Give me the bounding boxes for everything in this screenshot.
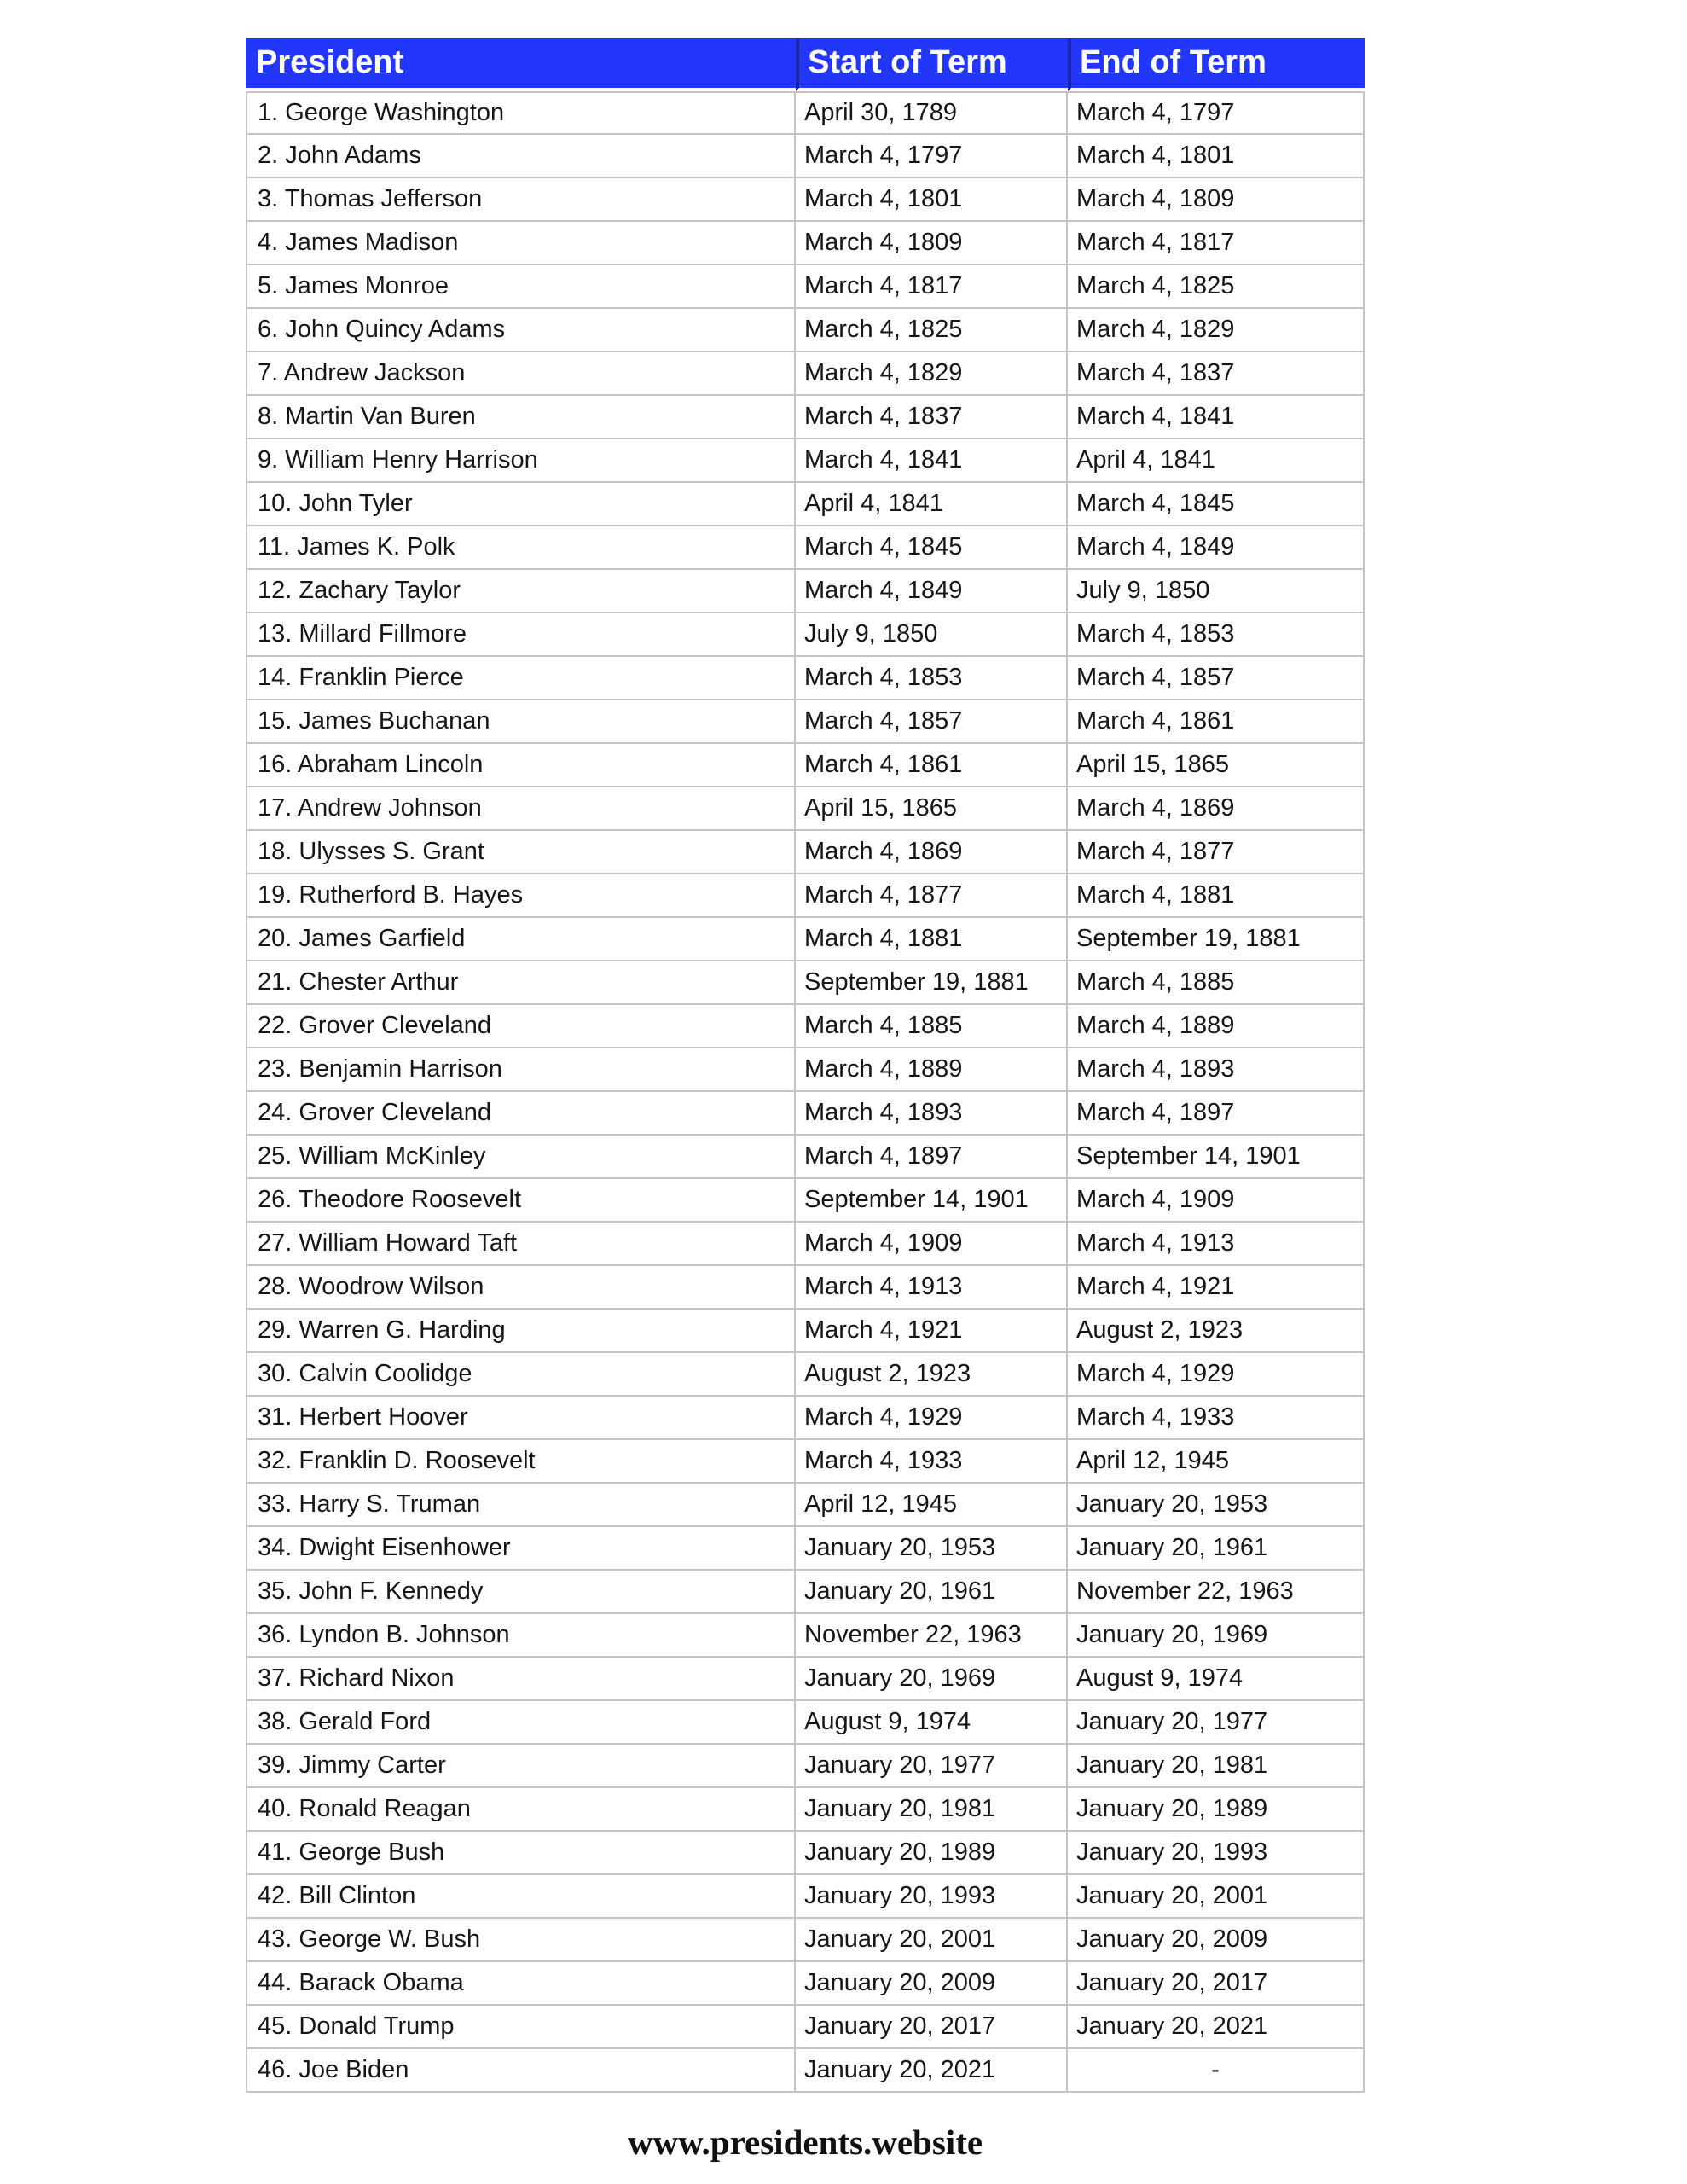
president-cell: 16. Abraham Lincoln	[246, 744, 796, 787]
header-row	[246, 38, 1365, 91]
start-date-cell: March 4, 1837	[796, 396, 1068, 439]
end-date-cell: March 4, 1877	[1068, 831, 1365, 874]
table-row	[246, 1745, 1365, 1788]
end-date-cell: January 20, 1993	[1068, 1832, 1365, 1875]
start-date-cell: March 4, 1845	[796, 526, 1068, 570]
column-header-president: President	[246, 38, 796, 91]
end-date-cell: August 9, 1974	[1068, 1658, 1365, 1701]
start-date-cell: March 4, 1841	[796, 439, 1068, 483]
president-cell: 12. Zachary Taylor	[246, 570, 796, 613]
president-cell: 41. George Bush	[246, 1832, 796, 1875]
table-row	[246, 1484, 1365, 1527]
start-date-cell: March 4, 1853	[796, 657, 1068, 700]
table-row	[246, 91, 1365, 135]
end-date-cell: March 4, 1909	[1068, 1179, 1365, 1223]
end-date-cell: April 4, 1841	[1068, 439, 1365, 483]
table-row	[246, 1179, 1365, 1223]
end-date-cell: March 4, 1849	[1068, 526, 1365, 570]
end-date-cell: January 20, 2001	[1068, 1875, 1365, 1919]
table-row	[246, 744, 1365, 787]
table-row	[246, 1832, 1365, 1875]
president-cell: 27. William Howard Taft	[246, 1223, 796, 1266]
table-row	[246, 1527, 1365, 1571]
table-row	[246, 1310, 1365, 1353]
end-date-cell: March 4, 1797	[1068, 91, 1365, 135]
table-row	[246, 874, 1365, 918]
start-date-cell: January 20, 1969	[796, 1658, 1068, 1701]
end-date-cell: January 20, 2017	[1068, 1962, 1365, 2006]
table-row	[246, 1397, 1365, 1440]
president-cell: 39. Jimmy Carter	[246, 1745, 796, 1788]
end-date-cell: March 4, 1869	[1068, 787, 1365, 831]
end-date-cell: March 4, 1889	[1068, 1005, 1365, 1048]
table-row	[246, 1788, 1365, 1832]
table-row	[246, 1875, 1365, 1919]
president-cell: 2. John Adams	[246, 135, 796, 178]
president-cell: 21. Chester Arthur	[246, 961, 796, 1005]
start-date-cell: March 4, 1893	[796, 1092, 1068, 1136]
president-cell: 46. Joe Biden	[246, 2049, 796, 2093]
end-date-cell: March 4, 1885	[1068, 961, 1365, 1005]
table-row	[246, 1614, 1365, 1658]
table-row	[246, 1571, 1365, 1614]
table-row	[246, 1701, 1365, 1745]
start-date-cell: March 4, 1929	[796, 1397, 1068, 1440]
table-row	[246, 700, 1365, 744]
end-date-cell: March 4, 1897	[1068, 1092, 1365, 1136]
end-date-cell: March 4, 1825	[1068, 265, 1365, 309]
president-cell: 43. George W. Bush	[246, 1919, 796, 1962]
start-date-cell: September 14, 1901	[796, 1179, 1068, 1223]
start-date-cell: March 4, 1797	[796, 135, 1068, 178]
end-date-cell: January 20, 1981	[1068, 1745, 1365, 1788]
end-date-cell: July 9, 1850	[1068, 570, 1365, 613]
president-cell: 31. Herbert Hoover	[246, 1397, 796, 1440]
table-row	[246, 1223, 1365, 1266]
president-cell: 6. John Quincy Adams	[246, 309, 796, 352]
table-row	[246, 352, 1365, 396]
presidents-table	[246, 38, 1365, 2093]
table-row	[246, 787, 1365, 831]
start-date-cell: January 20, 2009	[796, 1962, 1068, 2006]
start-date-cell: March 4, 1881	[796, 918, 1068, 961]
start-date-cell: March 4, 1909	[796, 1223, 1068, 1266]
end-date-cell: March 4, 1881	[1068, 874, 1365, 918]
president-cell: 28. Woodrow Wilson	[246, 1266, 796, 1310]
start-date-cell: January 20, 1977	[796, 1745, 1068, 1788]
end-date-cell: January 20, 1953	[1068, 1484, 1365, 1527]
end-date-cell: April 15, 1865	[1068, 744, 1365, 787]
table-row	[246, 309, 1365, 352]
end-date-cell: March 4, 1829	[1068, 309, 1365, 352]
table-row	[246, 1440, 1365, 1484]
president-cell: 15. James Buchanan	[246, 700, 796, 744]
table-row	[246, 1962, 1365, 2006]
table-row	[246, 1048, 1365, 1092]
start-date-cell: March 4, 1933	[796, 1440, 1068, 1484]
end-date-cell: March 4, 1929	[1068, 1353, 1365, 1397]
column-header-start-of-term: Start of Term	[796, 38, 1068, 91]
president-cell: 10. John Tyler	[246, 483, 796, 526]
page-content	[246, 0, 1365, 2163]
president-cell: 25. William McKinley	[246, 1136, 796, 1179]
president-cell: 23. Benjamin Harrison	[246, 1048, 796, 1092]
start-date-cell: March 4, 1801	[796, 178, 1068, 222]
start-date-cell: July 9, 1850	[796, 613, 1068, 657]
president-cell: 34. Dwight Eisenhower	[246, 1527, 796, 1571]
president-cell: 5. James Monroe	[246, 265, 796, 309]
end-date-cell: March 4, 1809	[1068, 178, 1365, 222]
end-date-cell: January 20, 2009	[1068, 1919, 1365, 1962]
table-row	[246, 396, 1365, 439]
table-row	[246, 1353, 1365, 1397]
end-date-cell: March 4, 1845	[1068, 483, 1365, 526]
end-date-cell: January 20, 1969	[1068, 1614, 1365, 1658]
start-date-cell: April 4, 1841	[796, 483, 1068, 526]
president-cell: 36. Lyndon B. Johnson	[246, 1614, 796, 1658]
start-date-cell: March 4, 1809	[796, 222, 1068, 265]
table-row	[246, 961, 1365, 1005]
president-cell: 13. Millard Fillmore	[246, 613, 796, 657]
president-cell: 44. Barack Obama	[246, 1962, 796, 2006]
president-cell: 19. Rutherford B. Hayes	[246, 874, 796, 918]
start-date-cell: January 20, 2001	[796, 1919, 1068, 1962]
president-cell: 11. James K. Polk	[246, 526, 796, 570]
start-date-cell: January 20, 2017	[796, 2006, 1068, 2049]
table-row	[246, 1919, 1365, 1962]
table-row	[246, 1005, 1365, 1048]
end-date-cell: November 22, 1963	[1068, 1571, 1365, 1614]
start-date-cell: March 4, 1885	[796, 1005, 1068, 1048]
end-date-cell: September 14, 1901	[1068, 1136, 1365, 1179]
table-row	[246, 222, 1365, 265]
start-date-cell: March 4, 1921	[796, 1310, 1068, 1353]
end-date-cell: March 4, 1853	[1068, 613, 1365, 657]
president-cell: 45. Donald Trump	[246, 2006, 796, 2049]
president-cell: 32. Franklin D. Roosevelt	[246, 1440, 796, 1484]
end-date-cell: January 20, 2021	[1068, 2006, 1365, 2049]
start-date-cell: November 22, 1963	[796, 1614, 1068, 1658]
start-date-cell: March 4, 1861	[796, 744, 1068, 787]
end-date-cell: January 20, 1977	[1068, 1701, 1365, 1745]
president-cell: 1. George Washington	[246, 91, 796, 135]
start-date-cell: January 20, 1981	[796, 1788, 1068, 1832]
table-row	[246, 483, 1365, 526]
end-date-cell: March 4, 1837	[1068, 352, 1365, 396]
table-row	[246, 2006, 1365, 2049]
table-row	[246, 135, 1365, 178]
president-cell: 38. Gerald Ford	[246, 1701, 796, 1745]
president-cell: 24. Grover Cleveland	[246, 1092, 796, 1136]
end-date-cell: April 12, 1945	[1068, 1440, 1365, 1484]
start-date-cell: April 30, 1789	[796, 91, 1068, 135]
start-date-cell: March 4, 1869	[796, 831, 1068, 874]
end-date-cell: August 2, 1923	[1068, 1310, 1365, 1353]
start-date-cell: March 4, 1889	[796, 1048, 1068, 1092]
footer-url: www.presidents.website	[627, 2123, 983, 2162]
table-row	[246, 1092, 1365, 1136]
president-cell: 3. Thomas Jefferson	[246, 178, 796, 222]
president-cell: 26. Theodore Roosevelt	[246, 1179, 796, 1223]
table-row	[246, 439, 1365, 483]
president-cell: 4. James Madison	[246, 222, 796, 265]
end-date-cell: January 20, 1961	[1068, 1527, 1365, 1571]
president-cell: 33. Harry S. Truman	[246, 1484, 796, 1527]
president-cell: 8. Martin Van Buren	[246, 396, 796, 439]
start-date-cell: January 20, 1953	[796, 1527, 1068, 1571]
start-date-cell: March 4, 1897	[796, 1136, 1068, 1179]
table-row	[246, 2049, 1365, 2093]
end-date-cell: March 4, 1913	[1068, 1223, 1365, 1266]
end-date-cell: March 4, 1921	[1068, 1266, 1365, 1310]
start-date-cell: January 20, 1989	[796, 1832, 1068, 1875]
start-date-cell: April 15, 1865	[796, 787, 1068, 831]
table-row	[246, 178, 1365, 222]
table-row	[246, 1658, 1365, 1701]
start-date-cell: January 20, 1961	[796, 1571, 1068, 1614]
end-date-cell: March 4, 1817	[1068, 222, 1365, 265]
president-cell: 30. Calvin Coolidge	[246, 1353, 796, 1397]
end-date-cell: March 4, 1933	[1068, 1397, 1365, 1440]
table-row	[246, 1266, 1365, 1310]
start-date-cell: September 19, 1881	[796, 961, 1068, 1005]
end-date-cell: March 4, 1801	[1068, 135, 1365, 178]
table-row	[246, 918, 1365, 961]
start-date-cell: January 20, 2021	[796, 2049, 1068, 2093]
president-cell: 18. Ulysses S. Grant	[246, 831, 796, 874]
start-date-cell: August 9, 1974	[796, 1701, 1068, 1745]
start-date-cell: August 2, 1923	[796, 1353, 1068, 1397]
end-date-cell: -	[1068, 2049, 1365, 2093]
column-header-end-of-term: End of Term	[1068, 38, 1365, 91]
president-cell: 29. Warren G. Harding	[246, 1310, 796, 1353]
table-row	[246, 570, 1365, 613]
president-cell: 9. William Henry Harrison	[246, 439, 796, 483]
start-date-cell: March 4, 1877	[796, 874, 1068, 918]
president-cell: 40. Ronald Reagan	[246, 1788, 796, 1832]
start-date-cell: March 4, 1849	[796, 570, 1068, 613]
start-date-cell: March 4, 1857	[796, 700, 1068, 744]
end-date-cell: January 20, 1989	[1068, 1788, 1365, 1832]
table-row	[246, 1136, 1365, 1179]
president-cell: 37. Richard Nixon	[246, 1658, 796, 1701]
president-cell: 7. Andrew Jackson	[246, 352, 796, 396]
president-cell: 35. John F. Kennedy	[246, 1571, 796, 1614]
start-date-cell: April 12, 1945	[796, 1484, 1068, 1527]
president-cell: 20. James Garfield	[246, 918, 796, 961]
start-date-cell: March 4, 1913	[796, 1266, 1068, 1310]
end-date-cell: September 19, 1881	[1068, 918, 1365, 961]
table-row	[246, 265, 1365, 309]
table-row	[246, 526, 1365, 570]
table-row	[246, 657, 1365, 700]
table-body	[246, 91, 1365, 2093]
president-cell: 22. Grover Cleveland	[246, 1005, 796, 1048]
president-cell: 17. Andrew Johnson	[246, 787, 796, 831]
end-date-cell: March 4, 1841	[1068, 396, 1365, 439]
start-date-cell: March 4, 1829	[796, 352, 1068, 396]
table-row	[246, 613, 1365, 657]
start-date-cell: January 20, 1993	[796, 1875, 1068, 1919]
start-date-cell: March 4, 1817	[796, 265, 1068, 309]
end-date-cell: March 4, 1861	[1068, 700, 1365, 744]
start-date-cell: March 4, 1825	[796, 309, 1068, 352]
end-date-cell: March 4, 1893	[1068, 1048, 1365, 1092]
president-cell: 14. Franklin Pierce	[246, 657, 796, 700]
table-row	[246, 831, 1365, 874]
president-cell: 42. Bill Clinton	[246, 1875, 796, 1919]
end-date-cell: March 4, 1857	[1068, 657, 1365, 700]
